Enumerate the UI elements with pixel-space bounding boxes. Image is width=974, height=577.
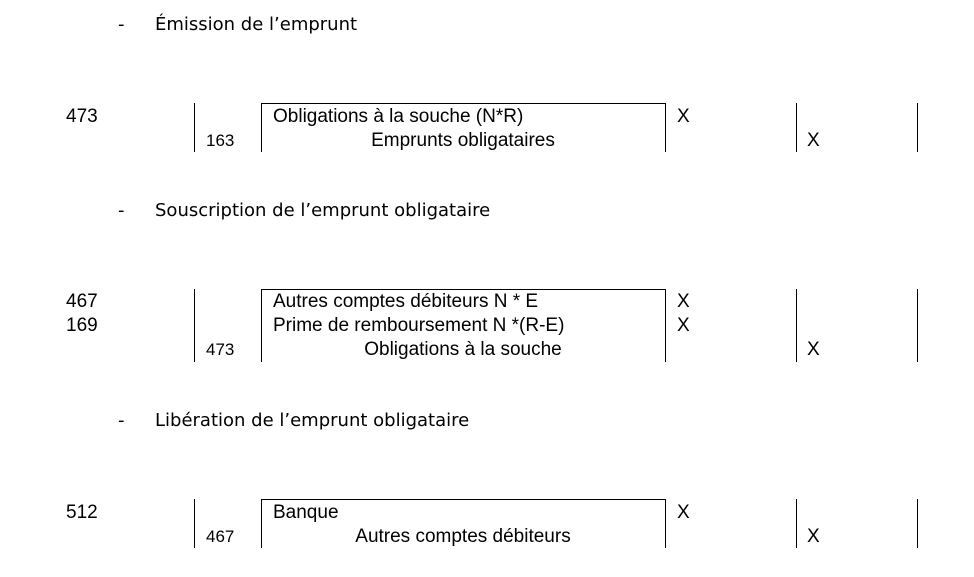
credit-amount: X [807,526,820,547]
debit-account: 169 [66,315,98,336]
bullet-dash: - [118,14,125,35]
credit-line [0,525,974,549]
section-heading [0,13,600,37]
debit-amount: X [677,315,690,336]
debit-amount: X [677,106,690,127]
credit-account: 163 [206,131,235,150]
section-title: Souscription de l’emprunt obligataire [155,200,491,221]
credit-account: 473 [206,340,235,359]
debit-amount: X [677,291,690,312]
credit-line [0,129,974,153]
debit-amount: X [677,502,690,523]
bullet-dash: - [118,410,125,431]
section-heading [0,409,600,433]
journal-entry [0,103,974,152]
entry-top-border [261,103,665,104]
debit-account: 473 [66,106,98,127]
credit-account: 467 [206,527,235,546]
debit-account: 512 [66,502,98,523]
credit-line [0,338,974,362]
debit-account: 467 [66,291,98,312]
credit-label: Autres comptes débiteurs [355,526,571,547]
debit-line [0,314,974,338]
debit-line [0,105,974,129]
section-title: Émission de l’emprunt [155,14,358,35]
debit-label: Obligations à la souche (N*R) [273,106,524,127]
entry-top-border [261,499,665,500]
journal-entry [0,289,974,362]
section-heading [0,199,600,223]
debit-label: Autres comptes débiteurs N * E [273,291,539,312]
bullet-dash: - [118,200,125,221]
credit-label: Obligations à la souche [364,339,562,360]
credit-amount: X [807,339,820,360]
debit-line [0,501,974,525]
credit-label: Emprunts obligataires [371,130,555,151]
debit-line [0,290,974,314]
debit-label: Banque [273,502,339,523]
journal-entry [0,499,974,548]
section-title: Libération de l’emprunt obligataire [155,410,470,431]
credit-amount: X [807,130,820,151]
debit-label: Prime de remboursement N *(R-E) [273,315,565,336]
